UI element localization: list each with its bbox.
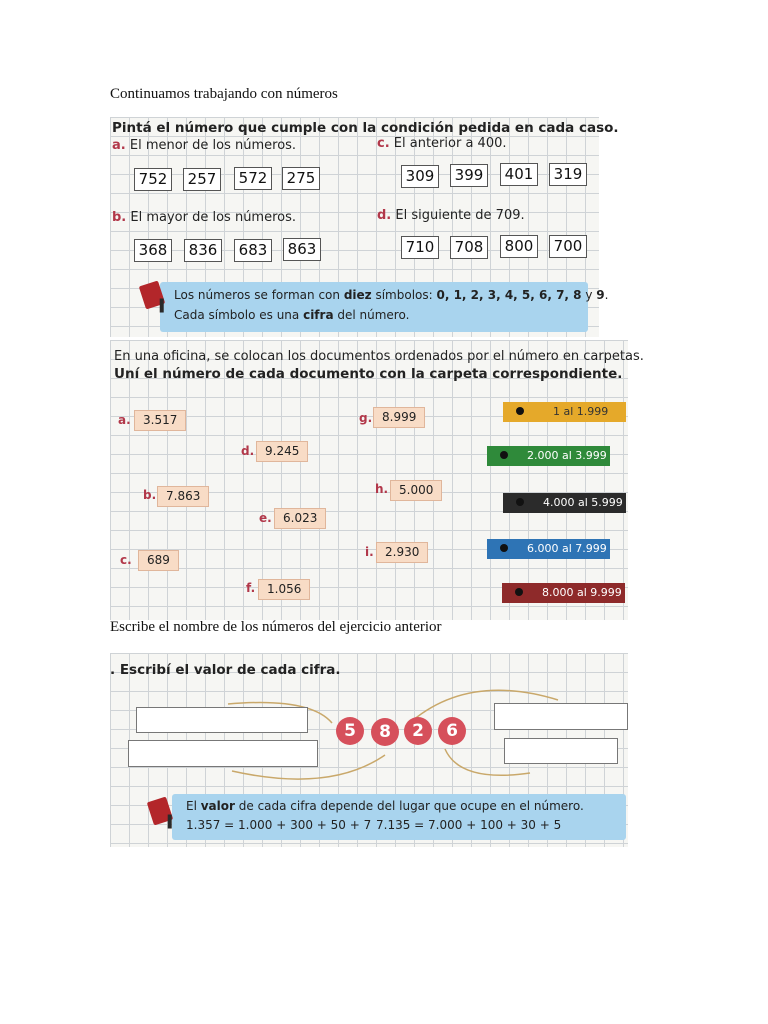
- number-box[interactable]: 752: [134, 168, 172, 191]
- info-bold: cifra: [303, 308, 334, 322]
- info-line-2: [174, 306, 409, 325]
- digit-circle: 6: [438, 717, 466, 745]
- document-card[interactable]: 9.245: [256, 441, 308, 462]
- example-2: 7.135 = 7.000 + 100 + 30 + 5: [376, 818, 562, 832]
- digit-circle: 2: [404, 717, 432, 745]
- part-b-text: El mayor de los números.: [130, 210, 297, 225]
- folder-1-to-1999[interactable]: [503, 402, 626, 422]
- intro-line: Continuamos trabajando con números: [110, 86, 338, 102]
- example-1: 1.357 = 1.000 + 300 + 50 + 7: [186, 818, 372, 832]
- document-card[interactable]: 8.999: [373, 407, 425, 428]
- info-banner: [160, 282, 609, 332]
- info-bold: valor: [200, 799, 235, 813]
- info-text: .: [604, 288, 609, 302]
- info-text: de cada cifra depende del lugar que ocupe en el número.: [234, 799, 584, 813]
- clip-icon: [509, 404, 535, 420]
- number-box[interactable]: 275: [282, 167, 320, 190]
- part-a-text: El menor de los números.: [129, 138, 297, 153]
- document-card[interactable]: 689: [138, 550, 179, 571]
- document-card[interactable]: 7.863: [157, 486, 209, 507]
- info-text: del número.: [333, 308, 410, 322]
- part-a-letter: a.: [112, 138, 126, 153]
- number-box[interactable]: 708: [450, 236, 488, 259]
- info-text: símbolos:: [371, 288, 437, 302]
- number-box[interactable]: 836: [184, 239, 222, 262]
- number-box[interactable]: 683: [234, 239, 272, 262]
- number-box[interactable]: 710: [401, 236, 439, 259]
- part-d-instruction: [377, 208, 525, 223]
- number-box[interactable]: 700: [549, 235, 587, 258]
- answer-box-top-left[interactable]: [136, 707, 308, 733]
- digit-circle: 8: [371, 718, 399, 746]
- part-b-letter: b.: [112, 210, 127, 225]
- number-box[interactable]: 401: [500, 163, 538, 186]
- doc-letter: i.: [365, 545, 374, 559]
- document-card[interactable]: 5.000: [390, 480, 442, 501]
- number-box[interactable]: 800: [500, 235, 538, 258]
- part-d-text: El siguiente de 709.: [395, 208, 525, 223]
- exercise-2-title: Uní el número de cada documento con la carpeta correspondiente.: [114, 366, 623, 382]
- part-c-text: El anterior a 400.: [393, 136, 507, 151]
- part-a-instruction: [112, 138, 296, 153]
- number-box[interactable]: 257: [183, 168, 221, 191]
- doc-letter: d.: [241, 444, 255, 458]
- part-b-instruction: [112, 210, 296, 225]
- answer-box-bottom-right[interactable]: [504, 738, 618, 764]
- doc-letter: b.: [143, 488, 157, 502]
- digit-circle: 5: [336, 717, 364, 745]
- number-box[interactable]: 863: [283, 238, 321, 261]
- answer-box-top-right[interactable]: [494, 703, 628, 730]
- info-text: Los números se forman con: [174, 288, 344, 302]
- info-line-1: [186, 797, 584, 816]
- doc-letter: c.: [120, 553, 132, 567]
- info-banner: [172, 794, 626, 840]
- number-box[interactable]: 309: [401, 165, 439, 188]
- document-card[interactable]: 1.056: [258, 579, 310, 600]
- info-bold: 9: [596, 288, 605, 302]
- clip-icon: [509, 495, 535, 511]
- exercise-3-title: . Escribí el valor de cada cifra.: [110, 662, 341, 678]
- document-card[interactable]: 6.023: [274, 508, 326, 529]
- number-box[interactable]: 572: [234, 167, 272, 190]
- document-card[interactable]: 2.930: [376, 542, 428, 563]
- folder-label: 2.000 al 3.999: [527, 449, 607, 462]
- middle-line: Escribe el nombre de los números del ejercicio anterior: [110, 619, 442, 635]
- number-box[interactable]: 319: [549, 163, 587, 186]
- part-d-letter: d.: [377, 208, 392, 223]
- clip-icon: [493, 448, 519, 464]
- folder-2000-to-3999[interactable]: [487, 446, 610, 466]
- exercise-3-sheet: [110, 653, 628, 847]
- info-line-1: [174, 286, 608, 305]
- doc-letter: e.: [259, 511, 272, 525]
- part-c-instruction: [377, 136, 507, 151]
- number-box[interactable]: 399: [450, 164, 488, 187]
- folder-label: 4.000 al 5.999: [543, 496, 623, 509]
- exercise-1-sheet: [110, 117, 619, 337]
- folder-label: 8.000 al 9.999: [542, 586, 622, 599]
- doc-letter: f.: [246, 581, 256, 595]
- answer-box-bottom-left[interactable]: [128, 740, 318, 767]
- document-card[interactable]: 3.517: [134, 410, 186, 431]
- doc-letter: g.: [359, 411, 373, 425]
- info-bold: 0, 1, 2, 3, 4, 5, 6, 7, 8: [436, 288, 582, 302]
- folder-8000-to-9999[interactable]: [502, 583, 625, 603]
- folder-label: 1 al 1.999: [553, 405, 609, 418]
- info-text: El: [186, 799, 201, 813]
- info-text: y: [581, 288, 597, 302]
- exercise-2-sheet: [110, 340, 644, 620]
- part-c-letter: c.: [377, 136, 390, 151]
- clip-icon: [508, 585, 534, 601]
- doc-letter: h.: [375, 482, 389, 496]
- folder-label: 6.000 al 7.999: [527, 542, 607, 555]
- number-box[interactable]: 368: [134, 239, 172, 262]
- folder-4000-to-5999[interactable]: [503, 493, 626, 513]
- exercise-1-title: Pintá el número que cumple con la condición pedida en cada caso.: [112, 120, 619, 136]
- info-text: Cada símbolo es una: [174, 308, 304, 322]
- folder-6000-to-7999[interactable]: [487, 539, 610, 559]
- exercise-2-intro: En una oficina, se colocan los documentos ordenados por el número en carpetas.: [114, 349, 644, 364]
- clip-icon: [493, 541, 519, 557]
- doc-letter: a.: [118, 413, 131, 427]
- info-bold: diez: [343, 288, 372, 302]
